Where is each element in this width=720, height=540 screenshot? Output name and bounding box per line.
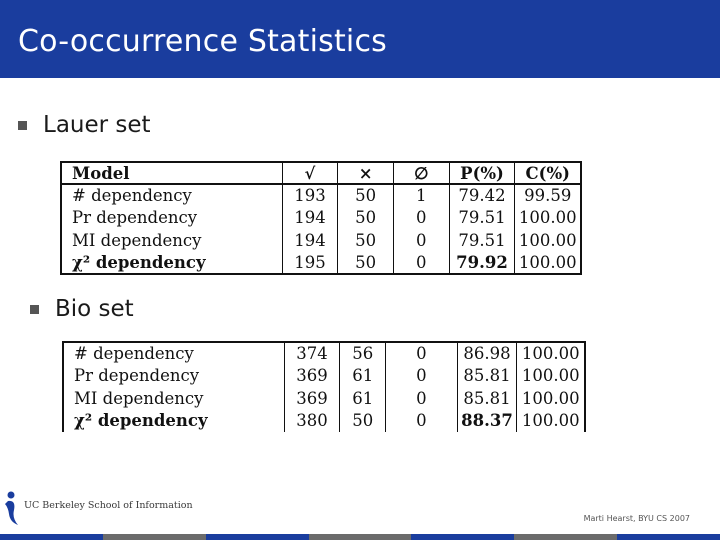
model-name: Pr dependency — [63, 365, 284, 388]
title-bar — [0, 0, 720, 78]
color-segment — [309, 534, 412, 540]
header-incorrect: × — [338, 162, 394, 184]
logo-text: UC Berkeley School of Information — [24, 499, 193, 511]
cell: 193 — [282, 184, 338, 207]
cell: 100.00 — [521, 411, 580, 431]
cell: 56 — [340, 342, 386, 365]
table-header-row — [61, 162, 581, 184]
table-row — [61, 229, 581, 252]
header-empty: ∅ — [394, 162, 450, 184]
bullet-lauer-set — [18, 112, 151, 138]
cell: 50 — [338, 229, 394, 252]
model-name: χ² dependency — [61, 252, 282, 275]
cell: 79.51 — [449, 207, 515, 230]
cell: 100.00 — [521, 344, 580, 364]
cell-best-precision: 88.37 — [457, 410, 517, 433]
cell-best-precision: 79.92 — [449, 252, 515, 275]
cell: 85.81 — [457, 387, 517, 410]
table-row — [61, 252, 581, 275]
model-name: Pr dependency — [61, 207, 282, 230]
color-segment — [411, 534, 514, 540]
bullet-label: Lauer set — [43, 112, 151, 138]
credit-text: Marti Hearst, BYU CS 2007 — [583, 514, 690, 523]
bottom-color-bar — [0, 534, 720, 540]
cell: 79.42 — [449, 184, 515, 207]
cell: 61 — [340, 365, 386, 388]
header-coverage: C(%) — [515, 162, 581, 184]
square-bullet-icon — [18, 121, 27, 130]
bullet-label: Bio set — [55, 296, 134, 322]
cell: 374 — [284, 342, 340, 365]
table-row — [63, 342, 585, 365]
cell: 50 — [338, 184, 394, 207]
model-name: MI dependency — [63, 387, 284, 410]
cell: 100.00 — [521, 388, 580, 408]
cell: 0 — [394, 207, 450, 230]
cell: 86.98 — [457, 342, 517, 365]
cell: 50 — [338, 252, 394, 275]
cell: 79.51 — [449, 229, 515, 252]
cell: 194 — [282, 207, 338, 230]
header-correct: √ — [282, 162, 338, 184]
cell: 100.00 — [518, 230, 577, 250]
cell: 0 — [386, 342, 457, 365]
table-row — [61, 207, 581, 230]
model-name: χ² dependency — [63, 410, 284, 433]
cell: 50 — [338, 207, 394, 230]
model-name: # dependency — [61, 184, 282, 207]
table-row — [63, 387, 585, 410]
footer-logo — [0, 488, 193, 528]
cell: 1 — [394, 184, 450, 207]
lauer-results-table — [60, 161, 582, 275]
cell: 0 — [386, 365, 457, 388]
cell: 85.81 — [457, 365, 517, 388]
header-model: Model — [61, 162, 282, 184]
cell: 195 — [282, 252, 338, 275]
cell: 100.00 — [518, 208, 577, 228]
cell: 369 — [284, 365, 340, 388]
bullet-bio-set — [30, 296, 134, 322]
model-name: # dependency — [63, 342, 284, 365]
cell: 380 — [284, 410, 340, 433]
table-row — [61, 184, 581, 207]
color-segment — [617, 534, 720, 540]
cell: 0 — [394, 252, 450, 275]
bio-results-table — [62, 341, 586, 432]
model-name: MI dependency — [61, 229, 282, 252]
cell: 194 — [282, 229, 338, 252]
color-segment — [0, 534, 103, 540]
cell: 50 — [340, 410, 386, 433]
square-bullet-icon — [30, 305, 39, 314]
table-row — [63, 365, 585, 388]
cell: 61 — [340, 387, 386, 410]
cell: 100.00 — [518, 252, 577, 272]
cell: 100.00 — [521, 366, 580, 386]
color-segment — [206, 534, 309, 540]
cell: 0 — [386, 410, 457, 433]
color-segment — [514, 534, 617, 540]
table-row — [63, 410, 585, 433]
ischool-logo-icon — [2, 488, 22, 528]
cell: 0 — [394, 229, 450, 252]
slide-title: Co-occurrence Statistics — [18, 24, 387, 59]
cell: 0 — [386, 387, 457, 410]
cell: 369 — [284, 387, 340, 410]
header-precision: P(%) — [449, 162, 515, 184]
color-segment — [103, 534, 206, 540]
cell: 99.59 — [524, 186, 572, 206]
